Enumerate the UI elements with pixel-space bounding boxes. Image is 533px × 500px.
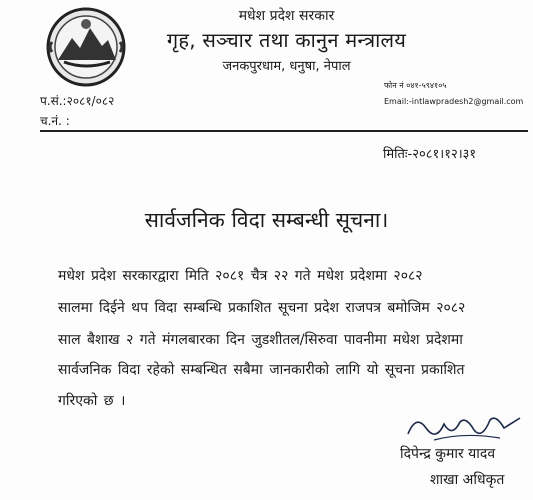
- government-name: मधेश प्रदेश सरकार: [238, 8, 335, 24]
- signatory-name: दिपेन्द्र कुमार यादव: [400, 446, 496, 462]
- letter-number: प.सं.:२०८१/०८२: [40, 94, 115, 108]
- notice-body-line: मधेश प्रदेश सरकारद्वारा मिति २०८१ चैत्र २२ गते मधेश प्रदेशमा २०८२: [58, 268, 423, 284]
- notice-body-line: साल बैशाख २ गते मंगलबारका दिन जुडशीतल/सिरुवा पावनीमा मधेश प्रदेशमा: [58, 332, 463, 348]
- notice-body-line: सार्वजनिक विदा रहेको सम्बन्धित सबैमा जानकारीको लागि यो सूचना प्रकाशित: [58, 362, 465, 378]
- notice-body-line: सालमा दिईने थप विदा सम्बन्धि प्रकाशित सूचना प्रदेश राजपत्र बमोजिम २०८२: [58, 300, 466, 316]
- office-address: जनकपुरधाम, धनुषा, नेपाल: [222, 59, 351, 74]
- notice-title: सार्वजनिक विदा सम्बन्धी सूचना।: [144, 208, 389, 232]
- phone-number: फोन नं ०४१-५९४१०५: [384, 81, 447, 90]
- email-address: Email:-intlawpradesh2@gmail.com: [384, 97, 524, 106]
- signatory-title: शाखा अधिकृत: [430, 472, 505, 488]
- notice-date: मितिः-२०८१।१२।३१: [383, 147, 477, 162]
- dispatch-number: च.नं. :: [40, 114, 70, 128]
- header-divider: [40, 130, 528, 132]
- notice-body-line: गरिएको छ ।: [58, 393, 126, 409]
- handwritten-signature-icon: [404, 410, 524, 444]
- ministry-name: गृह, सञ्चार तथा कानुन मन्त्रालय: [166, 28, 407, 52]
